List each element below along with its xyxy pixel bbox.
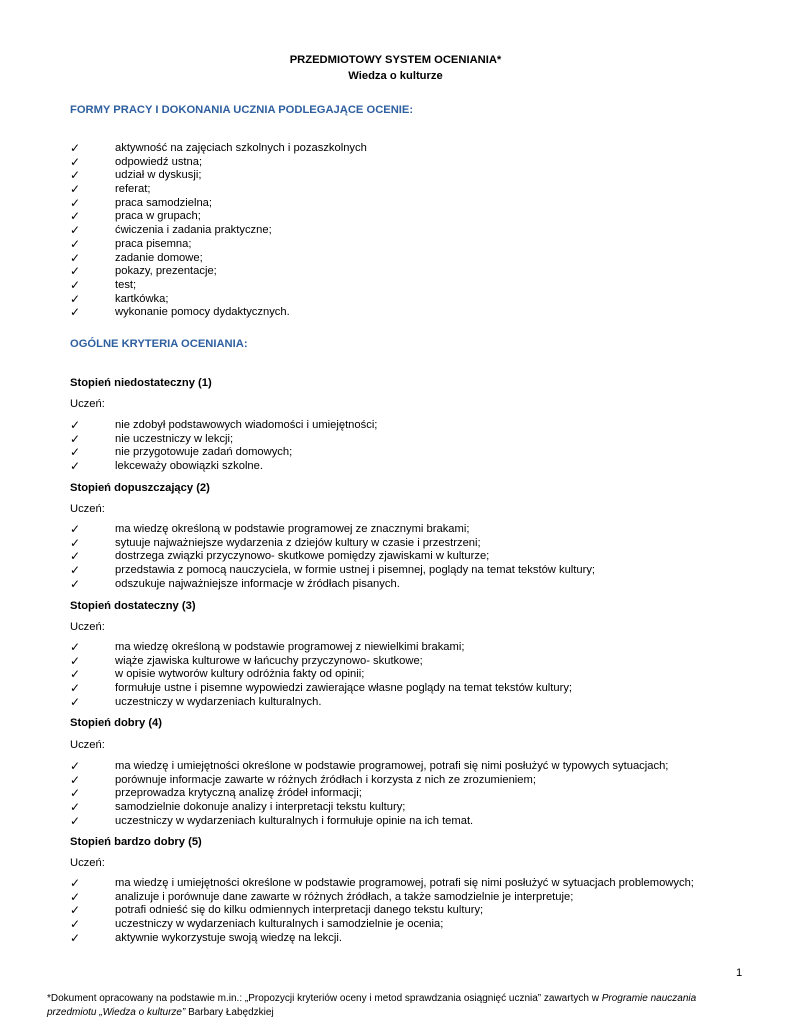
- list-item-text: aktywność na zajęciach szkolnych i pozaszkolnych: [115, 142, 367, 154]
- list-item-text: wykonanie pomocy dydaktycznych.: [115, 306, 290, 319]
- checkmark-icon: ✓: [70, 694, 81, 709]
- list-item-text: uczestniczy w wydarzeniach kulturalnych.: [115, 695, 322, 708]
- list-item-text: referat;: [115, 183, 151, 196]
- checkmark-icon: ✓: [70, 418, 81, 432]
- list-item-text: praca samodzielna;: [115, 196, 213, 209]
- pupil-label: Uczeń:: [70, 398, 105, 410]
- pupil-label: Uczeń:: [70, 503, 105, 515]
- footnote-author: Barbary Łabędzkiej: [185, 1006, 274, 1018]
- checkmark-icon: ✓: [70, 459, 81, 474]
- checkmark-icon: ✓: [70, 250, 81, 265]
- checkmark-icon: ✓: [70, 209, 81, 224]
- checkmark-icon: ✓: [70, 759, 81, 773]
- checkmark-icon: ✓: [70, 154, 81, 169]
- list-item-text: ma wiedzę i umiejętności określone w podstawie programowej, potrafi się nimi posłużyć w sytuacjach problemowych;: [115, 877, 694, 889]
- checkmark-icon: ✓: [70, 813, 81, 828]
- list-item-text: udział w dyskusji;: [115, 169, 202, 182]
- list-item-text: analizuje i porównuje dane zawarte w różnych źródłach, a także samodzielnie je interpretuje;: [115, 890, 574, 903]
- list-item-text: zadanie domowe;: [115, 251, 203, 264]
- list-item-text: pokazy, prezentacje;: [115, 265, 217, 278]
- checkmark-icon: ✓: [70, 535, 81, 550]
- list-item-text: w opisie wytworów kultury odróżnia fakty od opinii;: [115, 668, 365, 681]
- footnote: [47, 992, 747, 1019]
- list-item-text: ma wiedzę określoną w podstawie programowej ze znacznymi brakami;: [115, 523, 470, 535]
- list-item-text: uczestniczy w wydarzeniach kulturalnych i samodzielnie je ocenia;: [115, 918, 444, 931]
- checkmark-icon: ✓: [70, 182, 81, 197]
- list-item-text: potrafi odnieść się do kilku odmiennych interpretacji danego tekstu kultury;: [115, 904, 484, 917]
- list-item-text: formułuje ustne i pisemne wypowiedzi zawierające własne poglądy na temat tekstów kultury;: [115, 682, 573, 695]
- pupil-label: Uczeń:: [70, 739, 105, 751]
- list-item-text: wiąże zjawiska kulturowe w łańcuchy przyczynowo- skutkowe;: [115, 654, 423, 667]
- checkmark-icon: ✓: [70, 681, 81, 696]
- checkmark-icon: ✓: [70, 667, 81, 682]
- checkmark-icon: ✓: [70, 264, 81, 279]
- checkmark-icon: ✓: [70, 522, 81, 536]
- list-item-text: sytuuje najważniejsze wydarzenia z dziejów kultury w czasie i przestrzeni;: [115, 536, 481, 549]
- forms-section-heading: FORMY PRACY I DOKONANIA UCZNIA PODLEGAJĄCE OCENIE:: [70, 104, 414, 116]
- checkmark-icon: ✓: [70, 917, 81, 932]
- grade-heading-3: Stopień dostateczny (3): [70, 600, 196, 612]
- checkmark-icon: ✓: [70, 653, 81, 668]
- list-item-text: uczestniczy w wydarzeniach kulturalnych i formułuje opinie na ich temat.: [115, 814, 474, 827]
- checkmark-icon: ✓: [70, 305, 81, 320]
- checkmark-icon: ✓: [70, 563, 81, 578]
- list-item-text: ćwiczenia i zadania praktyczne;: [115, 224, 272, 237]
- list-item-text: odszukuje najważniejsze informacje w źródłach pisanych.: [115, 577, 400, 590]
- list-item-text: aktywnie wykorzystuje swoją wiedzę na lekcji.: [115, 931, 342, 944]
- list-item-text: porównuje informacje zawarte w różnych źródłach i korzysta z nich ze zrozumieniem;: [115, 773, 536, 786]
- checkmark-icon: ✓: [70, 445, 81, 460]
- checkmark-icon: ✓: [70, 236, 81, 251]
- footnote-text: *Dokument opracowany na podstawie m.in.: „Propozycji kryteriów oceny i metod sprawdzania osiągnięć ucznia” zawartych w: [47, 993, 602, 1004]
- checkmark-icon: ✓: [70, 889, 81, 904]
- checkmark-icon: ✓: [70, 576, 81, 591]
- grade-heading-5: Stopień bardzo dobry (5): [70, 836, 202, 848]
- checkmark-icon: ✓: [70, 291, 81, 306]
- pupil-label: Uczeń:: [70, 621, 105, 633]
- list-item-text: samodzielnie dokonuje analizy i interpretacji tekstu kultury;: [115, 801, 406, 814]
- grade-heading-2: Stopień dopuszczający (2): [70, 482, 210, 494]
- checkmark-icon: ✓: [70, 431, 81, 446]
- footnote-source-title: Programie nauczania przedmiotu „Wiedza o kulturze”: [47, 993, 697, 1018]
- list-item-text: nie zdobył podstawowych wiadomości i umiejętności;: [115, 419, 378, 431]
- list-item-text: odpowiedź ustna;: [115, 155, 203, 168]
- checkmark-icon: ✓: [70, 195, 81, 210]
- grade-heading-4: Stopień dobry (4): [70, 717, 162, 729]
- list-item-text: praca w grupach;: [115, 210, 201, 223]
- list-item-text: przedstawia z pomocą nauczyciela, w formie ustnej i pisemnej, poglądy na temat tekstów kultury;: [115, 564, 596, 577]
- list-item-text: dostrzega związki przyczynowo- skutkowe pomiędzy zjawiskami w kulturze;: [115, 550, 490, 563]
- list-item-text: ma wiedzę określoną w podstawie programowej z niewielkimi brakami;: [115, 641, 465, 653]
- list-item-text: test;: [115, 278, 137, 291]
- grade-heading-1: Stopień niedostateczny (1): [70, 377, 212, 389]
- checkmark-icon: ✓: [70, 903, 81, 918]
- checkmark-icon: ✓: [70, 223, 81, 238]
- list-item-text: nie przygotowuje zadań domowych;: [115, 446, 293, 459]
- document-subtitle: Wiedza o kulturze: [348, 70, 443, 82]
- checkmark-icon: ✓: [70, 640, 81, 654]
- checkmark-icon: ✓: [70, 930, 81, 945]
- checkmark-icon: ✓: [70, 549, 81, 564]
- pupil-label: Uczeń:: [70, 857, 105, 869]
- checkmark-icon: ✓: [70, 772, 81, 787]
- document-title: PRZEDMIOTOWY SYSTEM OCENIANIA*: [289, 54, 502, 66]
- list-item-text: ma wiedzę i umiejętności określone w podstawie programowej, potrafi się nimi posłużyć w typowych sytuacjach;: [115, 760, 669, 772]
- criteria-section-heading: OGÓLNE KRYTERIA OCENIANIA:: [70, 338, 248, 350]
- checkmark-icon: ✓: [70, 168, 81, 183]
- list-item-text: kartkówka;: [115, 292, 169, 305]
- page-number: 1: [736, 967, 743, 979]
- checkmark-icon: ✓: [70, 800, 81, 815]
- checkmark-icon: ✓: [70, 876, 81, 890]
- list-item-text: przeprowadza krytyczną analizę źródeł informacji;: [115, 787, 362, 800]
- list-item-text: lekceważy obowiązki szkolne.: [115, 460, 263, 473]
- list-item-text: praca pisemna;: [115, 237, 192, 250]
- list-item-text: nie uczestniczy w lekcji;: [115, 432, 234, 445]
- checkmark-icon: ✓: [70, 277, 81, 292]
- checkmark-icon: ✓: [70, 141, 81, 155]
- checkmark-icon: ✓: [70, 786, 81, 801]
